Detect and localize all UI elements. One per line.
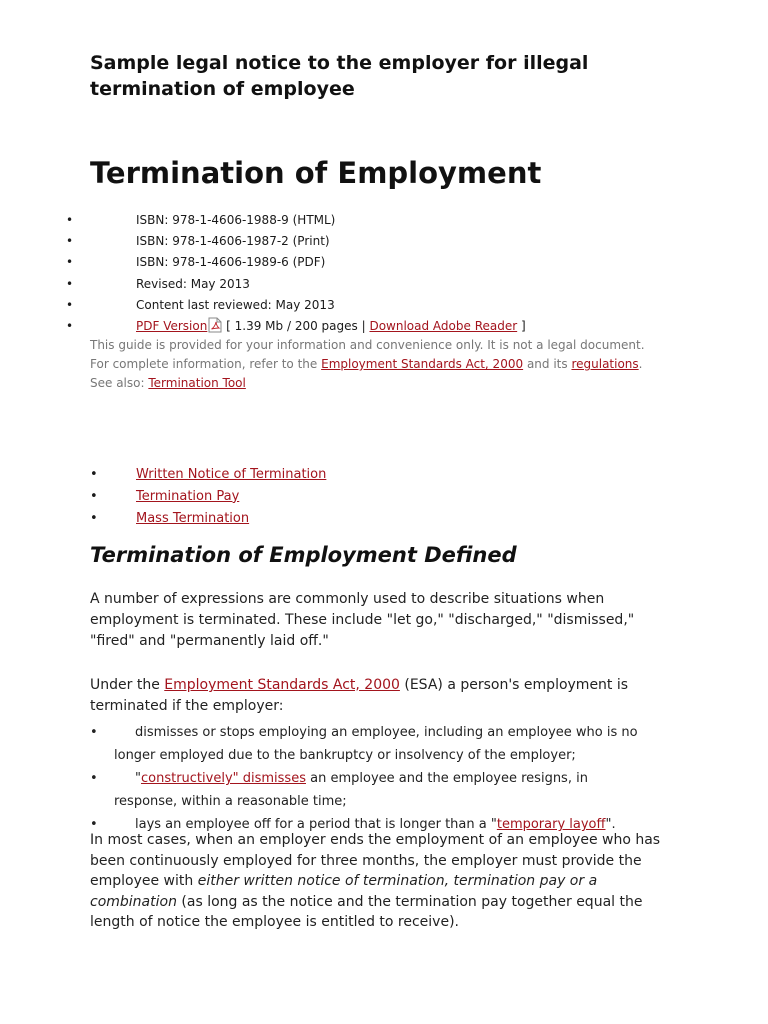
bullet: • <box>66 318 74 333</box>
list-item <box>0 767 700 813</box>
list-item <box>0 464 500 486</box>
notice-part2: (as long as the notice and the termination pay together equal the length of notice the employee is entitled to receive). <box>90 893 643 931</box>
condition-layoff-text: lays an employee off for a period that is longer than a " <box>135 817 497 832</box>
pdf-row <box>136 316 526 337</box>
esa-link[interactable]: Employment Standards Act, 2000 <box>321 357 524 371</box>
see-also-label: See also: <box>90 376 145 390</box>
bracket-close: ] <box>521 318 526 333</box>
temporary-layoff-link[interactable]: temporary layoff <box>496 817 606 832</box>
period: . <box>638 357 643 371</box>
list-item <box>0 274 700 295</box>
termination-conditions-list <box>0 721 700 836</box>
bullet: • <box>90 725 98 740</box>
toc-termination-pay-link[interactable]: Termination Pay <box>136 488 240 504</box>
bullet: • <box>66 213 74 227</box>
bullet: • <box>90 771 98 786</box>
bullet: • <box>66 234 74 249</box>
notice-italic: either written notice of termination, termination pay or a combination <box>90 873 598 910</box>
table-of-contents <box>0 464 500 529</box>
constructively-dismisses-link[interactable]: constructively" dismisses <box>140 771 306 786</box>
pdf-size-text: [ 1.39 Mb / 200 pages | <box>226 318 366 333</box>
bullet: • <box>66 297 74 312</box>
esa-inline-link[interactable]: Employment Standards Act, 2000 <box>164 677 400 693</box>
bullet: • <box>90 817 98 832</box>
list-item <box>0 316 700 337</box>
bullet: • <box>90 467 98 482</box>
list-item <box>0 231 700 252</box>
revised-date: Revised: May 2013 <box>136 276 250 291</box>
isbn-html: ISBN: 978-1-4606-1988-9 (HTML) <box>136 213 336 227</box>
bullet: • <box>66 255 74 270</box>
open-quote: " <box>135 771 141 786</box>
list-item <box>0 508 500 530</box>
esa-paragraph-after: (ESA) a person's employment is terminated if the employer: <box>90 677 629 714</box>
page-heading: Termination of Employment <box>90 156 542 190</box>
pdf-version-link[interactable]: PDF Version <box>136 318 208 333</box>
esa-paragraph-before: Under the <box>90 677 160 693</box>
bullet: • <box>90 510 98 526</box>
disclaimer-note <box>90 336 650 393</box>
toc-written-notice-link[interactable]: Written Notice of Termination <box>136 467 327 482</box>
esa-paragraph <box>90 675 670 717</box>
list-item <box>0 295 700 316</box>
condition-dismisses: dismisses or stops employing an employee, including an employee who is no longer employed due to the bankruptcy or insolvency of the employer; <box>114 725 638 763</box>
termination-tool-link[interactable]: Termination Tool <box>148 376 246 390</box>
list-item <box>0 210 700 231</box>
list-item <box>0 252 700 273</box>
toc-mass-termination-link[interactable]: Mass Termination <box>136 510 250 526</box>
intro-paragraph: A number of expressions are commonly used to describe situations when employment is terminated. These include "let go," "discharged," "dismissed," "fired" and "permanently laid off." <box>90 591 635 649</box>
notice-part1: In most cases, when an employer ends the employment of an employee who has been continuously employed for three months, the employer must provide the employee with <box>90 832 661 890</box>
list-item <box>0 721 700 767</box>
bullet: • <box>90 488 98 504</box>
condition-constructive-rest: an employee and the employee resigns, in response, within a reasonable time; <box>114 771 588 809</box>
isbn-print: ISBN: 978-1-4606-1987-2 (Print) <box>136 234 330 249</box>
pdf-file-icon[interactable] <box>208 317 222 333</box>
and-its-text: and its <box>526 357 568 371</box>
regulations-link[interactable]: regulations <box>571 357 639 371</box>
last-reviewed-date: Content last reviewed: May 2013 <box>136 297 335 312</box>
section-heading: Termination of Employment Defined <box>90 543 517 567</box>
list-item <box>0 486 500 508</box>
bullet: • <box>66 276 74 291</box>
isbn-pdf: ISBN: 978-1-4606-1989-6 (PDF) <box>136 255 326 270</box>
condition-layoff-end: ". <box>605 817 616 832</box>
publication-info-list <box>0 210 700 337</box>
condition-constructive <box>114 767 654 813</box>
document-title: Sample legal notice to the employer for illegal termination of employee <box>90 52 589 100</box>
download-adobe-reader-link[interactable]: Download Adobe Reader <box>369 318 518 333</box>
notice-paragraph <box>90 830 680 933</box>
disclaimer-text: This guide is provided for your information and convenience only. It is not a legal document. For complete information, refer to the <box>90 338 645 371</box>
